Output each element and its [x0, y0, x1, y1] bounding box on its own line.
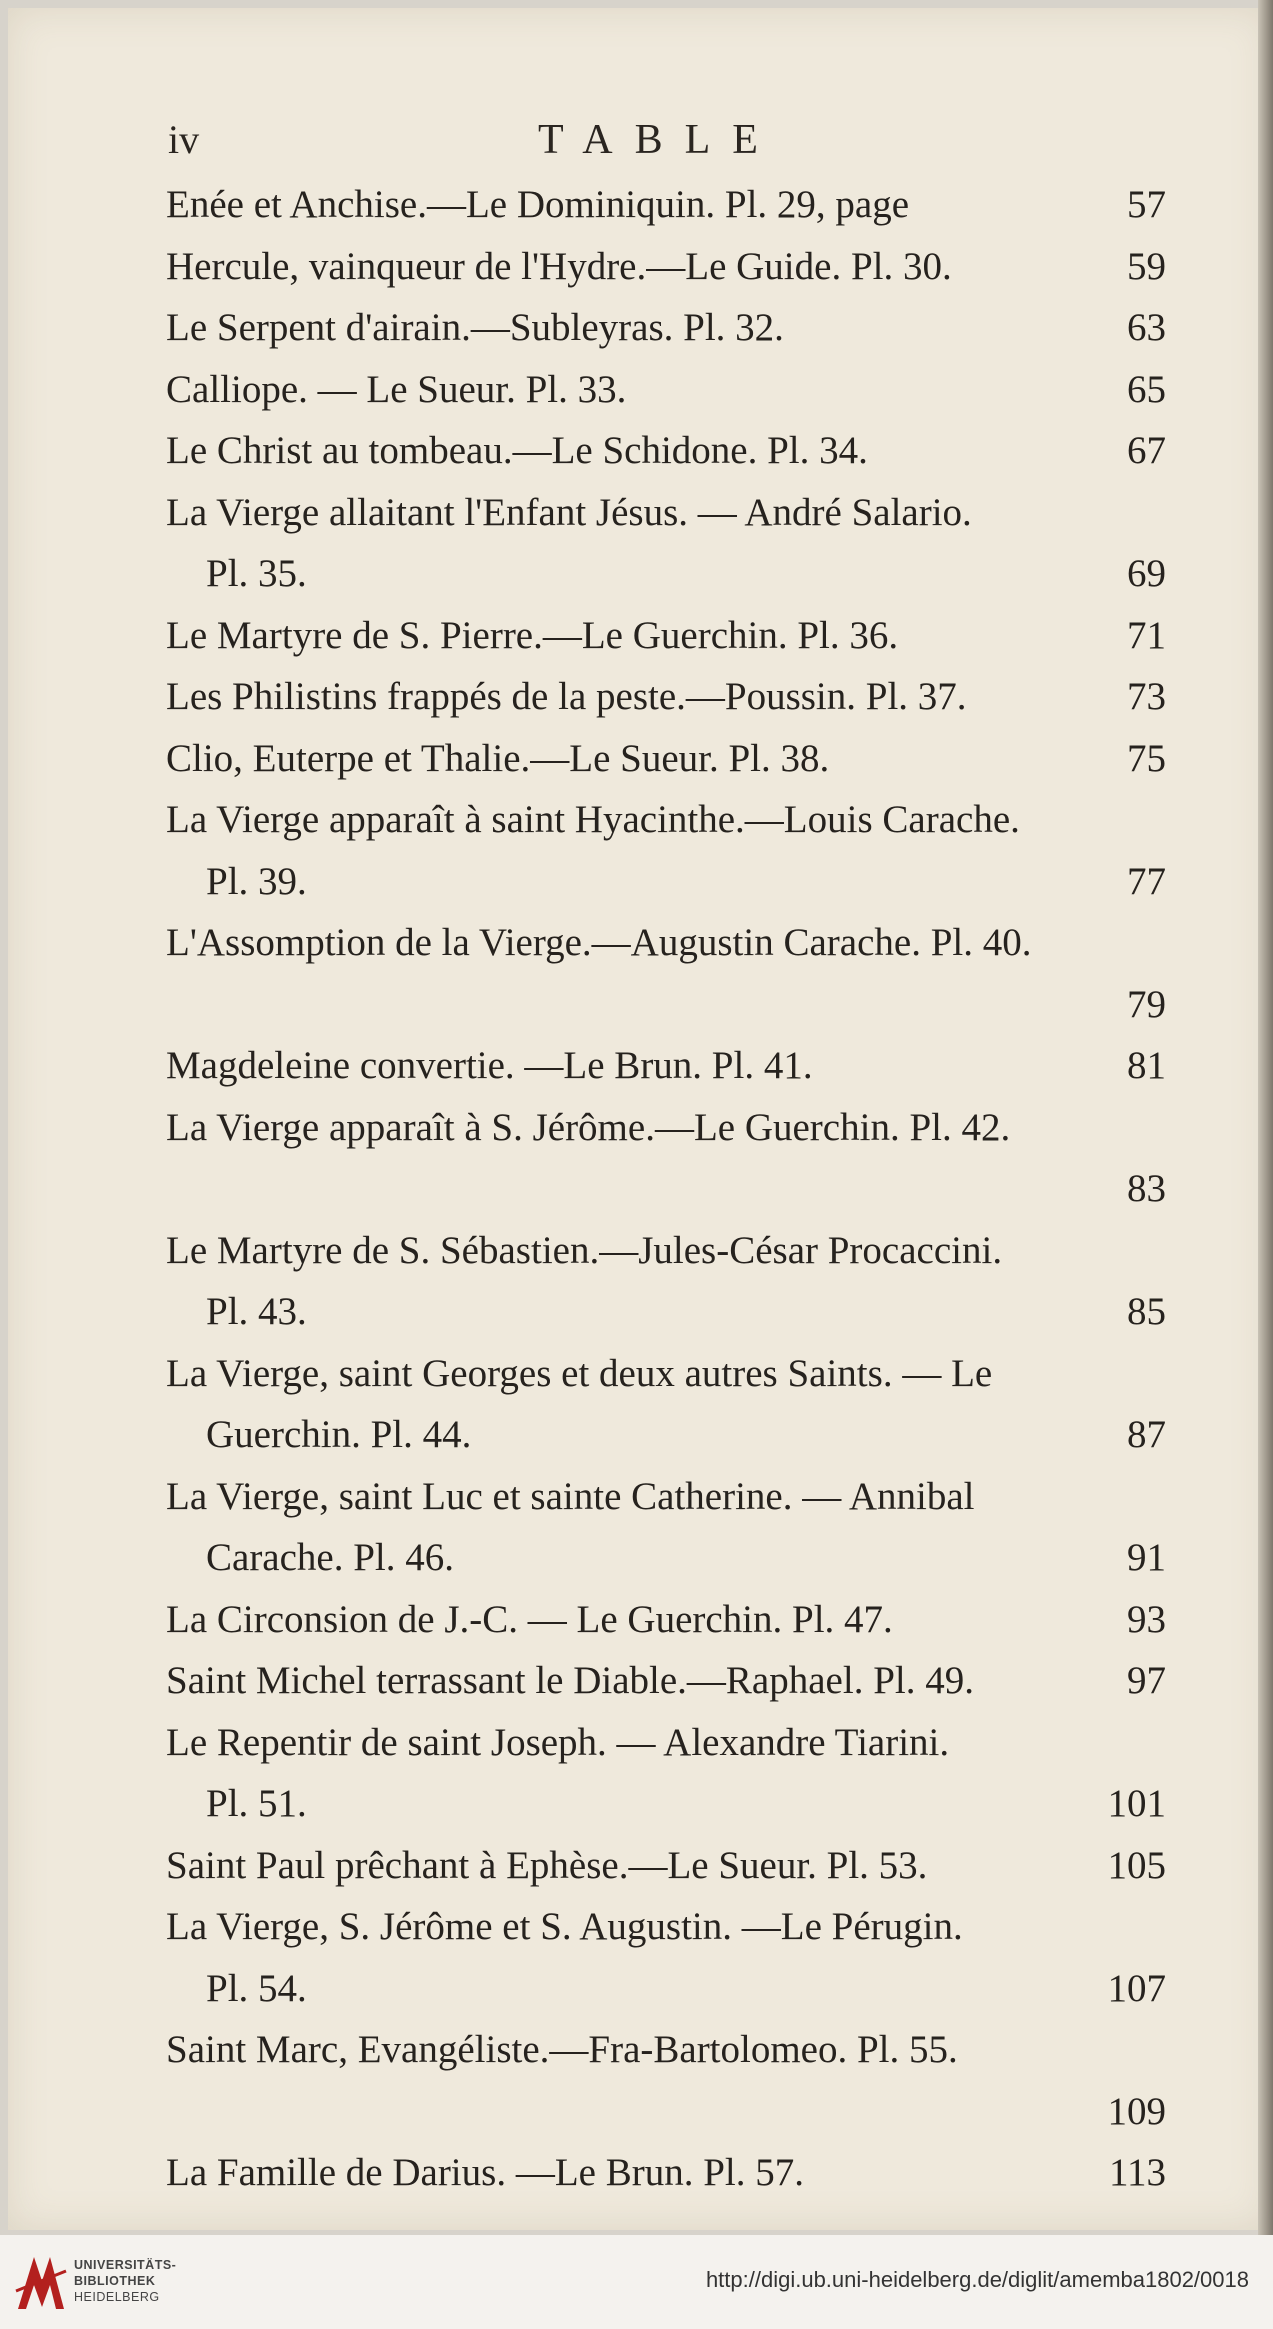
toc-page-number: 67 — [1127, 429, 1166, 472]
toc-entry — [166, 1343, 1166, 1466]
toc-entry-title: Le Martyre de S. Sébastien.—Jules-César Procaccini. — [166, 1228, 1003, 1272]
toc-entry-title: Magdeleine convertie. —Le Brun. Pl. 41. — [166, 1044, 813, 1087]
toc-page-number: 71 — [1127, 613, 1166, 657]
toc-entry — [166, 666, 1166, 728]
toc-page-number: 93 — [1127, 1597, 1166, 1641]
toc-entry-title: Calliope. — Le Sueur. Pl. 33. — [166, 367, 627, 411]
toc-entry-continuation: Pl. 43. — [206, 1290, 307, 1333]
toc-entry-title: La Circonsion de J.-C. — Le Guerchin. Pl. 47. — [166, 1597, 893, 1641]
toc-entry — [166, 297, 1166, 359]
toc-page-number: 97 — [1127, 1659, 1166, 1702]
toc-entry — [166, 1650, 1166, 1712]
toc-entry-continuation: Pl. 54. — [206, 1966, 307, 2010]
toc-entry — [166, 236, 1166, 298]
toc-entry — [166, 605, 1166, 667]
toc-entry-title: Le Christ au tombeau.—Le Schidone. Pl. 34. — [166, 429, 868, 472]
source-url[interactable]: http://digi.ub.uni-heidelberg.de/diglit/amemba1802/0018 — [705, 2267, 1249, 2292]
toc-page-number: 77 — [1127, 859, 1166, 903]
toc-page-number: 109 — [1107, 2089, 1166, 2133]
toc-entry — [166, 1220, 1166, 1343]
page-header — [168, 116, 1168, 166]
toc-entry — [166, 2142, 1166, 2204]
toc-page-number: 113 — [1108, 2151, 1166, 2194]
toc-entry-continuation: Carache. Pl. 46. — [206, 1536, 455, 1579]
toc-entry-title: Le Martyre de S. Pierre.—Le Guerchin. Pl. 36. — [166, 613, 899, 657]
toc-entry-title: Le Serpent d'airain.—Subleyras. Pl. 32. — [166, 306, 784, 349]
toc-entry-title: Saint Paul prêchant à Ephèse.—Le Sueur. Pl. 53. — [166, 1843, 928, 1887]
toc-entry-title: Le Repentir de saint Joseph. — Alexandre Tiarini. — [166, 1720, 950, 1764]
toc-page-number: 105 — [1107, 1843, 1166, 1887]
toc-entry — [166, 1896, 1166, 2019]
toc-page-number: 65 — [1127, 367, 1166, 411]
toc-entry — [166, 174, 1166, 236]
toc-entry — [166, 1035, 1166, 1097]
toc-entry-title: La Vierge, saint Luc et sainte Catherine. — Annibal — [166, 1474, 975, 1518]
toc-entry-title: La Vierge apparaît à saint Hyacinthe.—Louis Carache. — [166, 798, 1020, 841]
toc-page-number: 87 — [1127, 1413, 1166, 1456]
toc-entry-title: La Vierge, S. Jérôme et S. Augustin. —Le Pérugin. — [166, 1905, 963, 1948]
toc-entry-continuation: Pl. 39. — [206, 859, 307, 903]
page-number: iv — [168, 117, 200, 162]
toc-page-number: 63 — [1127, 306, 1166, 349]
toc-entry — [166, 1466, 1166, 1589]
toc-page-number: 73 — [1127, 675, 1166, 718]
toc-entry-title: La Famille de Darius. —Le Brun. Pl. 57. — [166, 2151, 804, 2194]
toc-page-number: 79 — [1127, 982, 1166, 1026]
library-name: UNIVERSITÄTS- BIBLIOTHEK HEIDELBERG — [74, 2258, 177, 2304]
toc-entry — [166, 1097, 1166, 1220]
toc-entry-title: Saint Marc, Evangéliste.—Fra-Bartolomeo. Pl. 55. — [166, 2028, 958, 2071]
toc-entry — [166, 420, 1166, 482]
toc-entry-title: La Vierge apparaît à S. Jérôme.—Le Guerchin. Pl. 42. — [166, 1105, 1011, 1149]
scanned-page — [8, 8, 1270, 2230]
toc-entry-title: Saint Michel terrassant le Diable.—Raphael. Pl. 49. — [166, 1659, 974, 1702]
table-of-contents — [166, 174, 1166, 2204]
toc-entry — [166, 1712, 1166, 1835]
toc-entry-continuation: Pl. 35. — [206, 552, 307, 595]
toc-page-number: 69 — [1127, 552, 1166, 595]
toc-page-number: 75 — [1127, 736, 1166, 780]
toc-page-number: 59 — [1127, 244, 1166, 288]
toc-entry — [166, 1589, 1166, 1651]
toc-entry-continuation: Pl. 51. — [206, 1782, 307, 1825]
running-title: TABLE — [538, 117, 780, 163]
toc-entry-title: La Vierge, saint Georges et deux autres Saints. — Le — [166, 1351, 993, 1395]
toc-entry — [166, 912, 1166, 1035]
toc-page-number: 91 — [1127, 1536, 1166, 1579]
toc-page-number: 57 — [1127, 183, 1166, 226]
toc-entry-title: Enée et Anchise.—Le Dominiquin. Pl. 29, page — [166, 183, 910, 226]
toc-page-number: 101 — [1107, 1782, 1166, 1825]
toc-entry — [166, 789, 1166, 912]
toc-page-number: 81 — [1127, 1044, 1166, 1087]
toc-entry-title: La Vierge allaitant l'Enfant Jésus. — André Salario. — [166, 490, 972, 534]
toc-entry-continuation — [166, 1158, 1166, 1220]
footer-bar — [0, 2235, 1273, 2329]
toc-entry-title: Hercule, vainqueur de l'Hydre.—Le Guide. Pl. 30. — [166, 244, 952, 288]
toc-page-number: 83 — [1127, 1167, 1166, 1210]
toc-entry-title: Clio, Euterpe et Thalie.—Le Sueur. Pl. 38. — [166, 736, 830, 780]
library-logo-icon — [14, 2251, 68, 2313]
toc-page-number: 85 — [1127, 1290, 1166, 1333]
toc-entry — [166, 2019, 1166, 2142]
page-edge — [1258, 0, 1273, 2235]
toc-entry — [166, 1835, 1166, 1897]
toc-entry-continuation: Guerchin. Pl. 44. — [206, 1413, 472, 1456]
toc-entry — [166, 359, 1166, 421]
toc-entry-continuation — [166, 974, 1166, 1036]
toc-entry-continuation — [166, 2081, 1166, 2143]
toc-entry-title: L'Assomption de la Vierge.—Augustin Carache. Pl. 40. — [166, 921, 1032, 964]
toc-entry — [166, 482, 1166, 605]
toc-page-number: 107 — [1107, 1966, 1166, 2010]
toc-entry — [166, 728, 1166, 790]
toc-entry-title: Les Philistins frappés de la peste.—Poussin. Pl. 37. — [166, 675, 967, 718]
